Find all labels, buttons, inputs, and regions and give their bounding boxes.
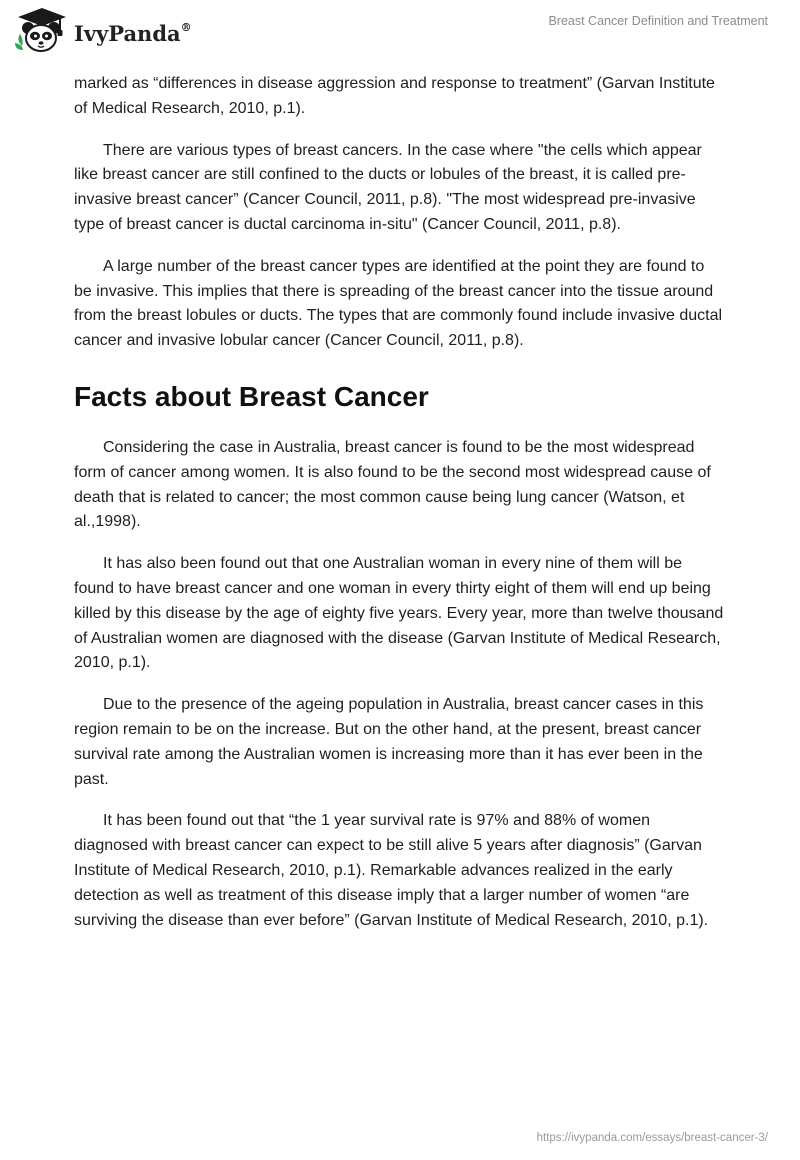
section-heading: Facts about Breast Cancer	[74, 380, 429, 412]
panda-graduate-icon	[14, 6, 70, 56]
paragraph: There are various types of breast cancers. In the case where "the cells which appear like breast cancer are still confined to the ducts or lobules of the breast, it is called pre-invasive breast cancer” (Cancer Council, 2011, p.8). "The most widespread pre-invasive type of breast cancer is ductal carcinoma in-situ" (Cancer Council, 2011, p.8).	[74, 141, 702, 233]
ivypanda-logo[interactable]	[14, 6, 192, 56]
paragraph: Due to the presence of the ageing population in Australia, breast cancer cases in this region remain to be on the increase. But on the other hand, at the present, breast cancer survival rate among the Australian women is increasing more than it has ever been in the past.	[74, 696, 704, 788]
paragraph: It has also been found out that one Australian woman in every nine of them will be found to have breast cancer and one woman in every thirty eight of them will end up being killed by this disease by the age of eighty five years. Every year, more than twelve thousand of Australian women are diagnosed with the disease (Garvan Institute of Medical Research, 2010, p.1).	[74, 555, 724, 672]
brand-name: IvyPanda®	[74, 20, 192, 46]
paragraph: marked as “differences in disease aggression and response to treatment” (Garvan Institute of Medical Research, 2010, p.1).	[74, 75, 715, 117]
paragraph: Considering the case in Australia, breast cancer is found to be the most widespread form of cancer among women. It is also found to be the second most widespread cause of death that is related to cancer; the most common cause being lung cancer (Watson, et al.,1998).	[74, 438, 711, 531]
paragraph: It has been found out that “the 1 year survival rate is 97% and 88% of women diagnosed with breast cancer can expect to be still alive 5 years after diagnosis” (Garvan Institute of Medical Research, 2010, p.1). Remarkable advances realized in the early detection as well as treatment of this disease imply that a larger number of women “are surviving the disease than ever before” (Garvan Institute of Medical Research, 2010, p.1).	[74, 812, 709, 929]
page-header	[0, 0, 800, 60]
paragraph: A large number of the breast cancer types are identified at the point they are found to be invasive. This implies that there is spreading of the breast cancer into the tissue around from the breast lobules or ducts. The types that are commonly found include invasive ductal cancer and invasive lobular cancer (Cancer Council, 2011, p.8).	[74, 257, 723, 350]
source-url[interactable]: https://ivypanda.com/essays/breast-cancer-3/	[536, 1132, 768, 1144]
essay-content	[74, 72, 726, 950]
document-title: Breast Cancer Definition and Treatment	[548, 14, 768, 28]
